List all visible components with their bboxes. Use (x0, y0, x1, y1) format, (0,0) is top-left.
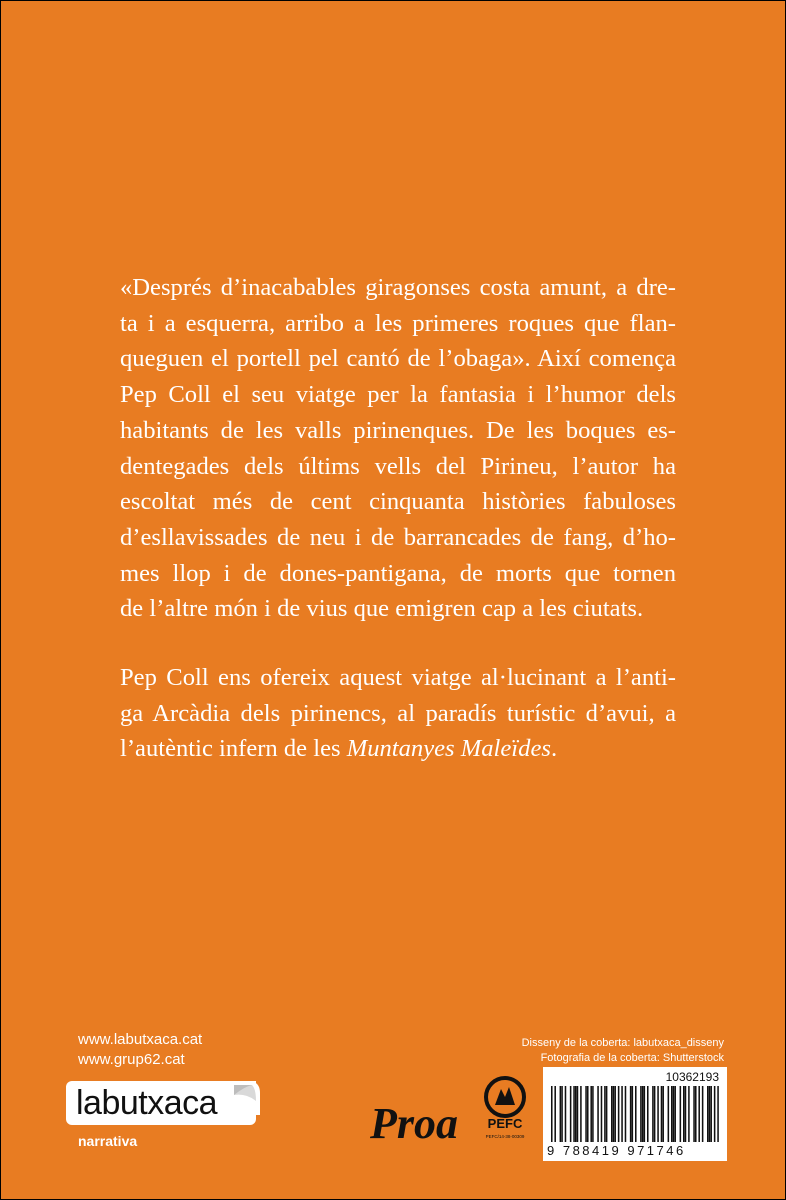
barcode-bar (693, 1086, 695, 1142)
barcode-bars-icon (551, 1086, 719, 1142)
barcode-bar (630, 1086, 632, 1142)
barcode-bar (625, 1086, 627, 1142)
page-curl-icon (230, 1081, 260, 1115)
url-grup62[interactable]: www.grup62.cat (78, 1051, 185, 1068)
barcode-bar (560, 1086, 562, 1142)
barcode-bar (707, 1086, 709, 1142)
barcode-bar (575, 1086, 577, 1142)
blurb-line: mes llop i de dones-pantigana, de morts que tornen (120, 559, 676, 587)
blurb-paragraph-1 (120, 270, 676, 627)
blurb-line: escoltat més de cent cinquanta històries fabuloses (120, 488, 676, 516)
isbn-number: 9 788419 971746 (547, 1143, 686, 1158)
design-credit: Disseny de la coberta: labutxaca_disseny (521, 1037, 724, 1049)
barcode-bar (642, 1086, 644, 1142)
blurb-line: habitants de les valls pirinenques. De les boques es- (120, 416, 676, 444)
product-code: 10362193 (665, 1070, 719, 1084)
pefc-code: PEFC/14-38-00309 (485, 1134, 525, 1139)
barcode-bar (644, 1086, 646, 1142)
barcode-bar (698, 1086, 700, 1142)
barcode-bar (709, 1086, 711, 1142)
barcode-bar (688, 1086, 690, 1142)
barcode-bar (565, 1086, 567, 1142)
barcode-bar (590, 1086, 592, 1142)
blurb-line: Pep Coll ens ofereix aquest viatge al·lucinant a l’anti- (120, 664, 676, 692)
blurb-line: queguen el portell pel cantó de l’obaga». Així comença (120, 345, 676, 373)
cover-credits (522, 1036, 724, 1066)
barcode-bar (702, 1086, 704, 1142)
barcode-bar (671, 1086, 673, 1142)
barcode-bar (577, 1086, 579, 1142)
book-title: Muntanyes Maleïdes (346, 735, 551, 763)
barcode-bar (613, 1086, 615, 1142)
barcode-bar (632, 1086, 634, 1142)
barcode-bar (654, 1086, 656, 1142)
barcode-bar (585, 1086, 587, 1142)
barcode-bar (695, 1086, 697, 1142)
barcode-bar (592, 1086, 594, 1142)
barcode-bar (717, 1086, 719, 1142)
barcode-bar (614, 1086, 616, 1142)
barcode-bar (551, 1086, 553, 1142)
blurb-line: ta i a esquerra, arribo a les primeres roques que flan- (120, 309, 676, 337)
blurb-line: de l’altre món i de vius que emigren cap a les ciutats. (120, 595, 644, 623)
barcode-bar (683, 1086, 685, 1142)
barcode-bar (657, 1086, 659, 1142)
barcode-bar (604, 1086, 606, 1142)
url-labutxaca[interactable]: www.labutxaca.cat (78, 1031, 203, 1048)
pefc-label: PEFC (487, 1116, 523, 1131)
barcode-bar (674, 1086, 676, 1142)
barcode-bar (611, 1086, 613, 1142)
barcode-bar (618, 1086, 620, 1142)
barcode-bar (635, 1086, 637, 1142)
publisher-logo: Proa (370, 1099, 458, 1148)
blurb-line: dentegades dels últims vells del Pirineu, l’autor ha (120, 452, 676, 480)
barcode-bar (714, 1086, 716, 1142)
barcode-bar (601, 1086, 603, 1142)
barcode-bar (597, 1086, 599, 1142)
blurb-text: . (550, 735, 558, 763)
barcode-bar (673, 1086, 675, 1142)
blurb-text: l’autèntic infern de les (120, 735, 347, 763)
barcode-bar (662, 1086, 664, 1142)
barcode-bar (606, 1086, 608, 1142)
labutxaca-logo (66, 1081, 256, 1125)
barcode-bar (685, 1086, 687, 1142)
barcode-bar (621, 1086, 623, 1142)
blurb (120, 270, 676, 767)
barcode-bar (561, 1086, 563, 1142)
barcode-bar (640, 1086, 642, 1142)
barcode-bar (573, 1086, 575, 1142)
barcode-bar (652, 1086, 654, 1142)
blurb-line: ga Arcàdia dels pirinencs, al paradís turístic d’avui, a (120, 699, 676, 727)
blurb-paragraph-2 (120, 660, 676, 767)
barcode-bar (580, 1086, 582, 1142)
blurb-line: d’esllavissades de neu i de barrancades de fang, d’ho- (120, 523, 676, 551)
website-links (78, 1030, 202, 1070)
barcode-bar (710, 1086, 712, 1142)
barcode-bar (554, 1086, 556, 1142)
barcode (543, 1067, 727, 1161)
barcode-bar (647, 1086, 649, 1142)
logo-text: labutxaca (76, 1084, 218, 1122)
barcode-bar (668, 1086, 670, 1142)
photo-credit: Fotografia de la coberta: Shutterstock (540, 1052, 724, 1064)
blurb-last-line (120, 731, 676, 767)
collection-name: narrativa (78, 1133, 138, 1149)
blurb-line: «Després d’inacabables giragonses costa amunt, a dre- (120, 274, 676, 301)
barcode-bar (570, 1086, 572, 1142)
blurb-line: Pep Coll el seu viatge per la fantasia i l’humor dels (120, 381, 676, 409)
barcode-bar (661, 1086, 663, 1142)
barcode-bar (587, 1086, 589, 1142)
barcode-bar (680, 1086, 682, 1142)
pefc-icon (480, 1075, 530, 1145)
